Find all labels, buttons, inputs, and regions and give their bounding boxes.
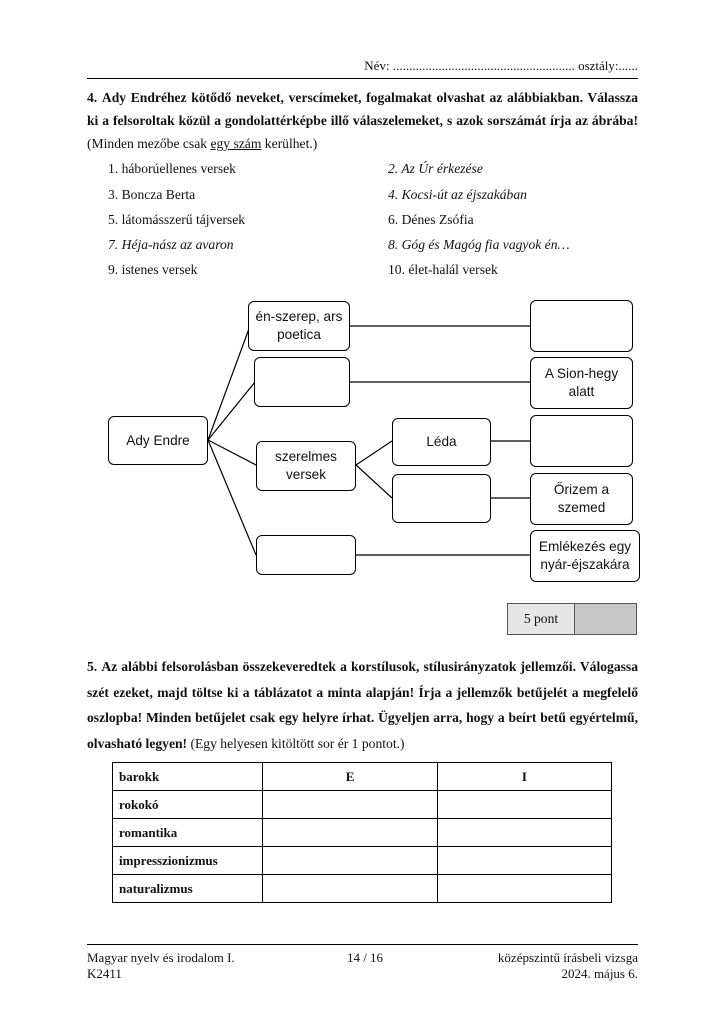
node-blank-4[interactable] bbox=[530, 300, 633, 352]
q5-intro: Az alábbi felsorolásban összekeveredtek a korstílusok, stílusirányzatok jellemzői. Válogassa szét ezeket, majd töltse ki a táblázatot a minta alapján! Írja a jellemzők betűjelét a megfelelő oszlopba! Minden betűjelet csak egy helyre írhat. Ügyeljen arra, hogy a beírt betű egyértelmű, olvasható legyen! bbox=[87, 659, 638, 751]
q4-item-7: 7. Héja-nász az avaron bbox=[108, 237, 234, 252]
row-cell-a[interactable] bbox=[263, 875, 437, 903]
q4-item-2: 2. Az Úr érkezése bbox=[388, 161, 483, 176]
row-cell-b[interactable] bbox=[437, 791, 611, 819]
connector-szerelmes-blank2 bbox=[356, 465, 392, 498]
q4-note-before: (Minden mezőbe csak bbox=[87, 136, 211, 151]
q4-item-10: 10. élet-halál versek bbox=[388, 262, 498, 277]
node-sion-hegy: A Sion-hegy alatt bbox=[530, 357, 633, 409]
node-blank-5[interactable] bbox=[530, 415, 633, 467]
footer-page: 14 / 16 bbox=[346, 950, 384, 965]
connector-root-szerelmes bbox=[208, 440, 256, 465]
table-row bbox=[113, 819, 612, 847]
q4-intro: Ady Endréhez kötődő neveket, verscímeket, fogalmakat olvashat az alábbiakban. Válassza ki a felsoroltak közül a gondolattérképbe illő válaszelemeket, s azok sorszámát írja az ábrába! bbox=[87, 90, 638, 128]
table-row bbox=[113, 875, 612, 903]
q4-number: 4. bbox=[87, 90, 98, 105]
q4-note-underline: egy szám bbox=[210, 136, 262, 151]
footer-exam: középszintű írásbeli vizsga bbox=[497, 950, 638, 965]
connector-root-ars bbox=[208, 326, 250, 440]
footer-subject: Magyar nyelv és irodalom I. bbox=[87, 950, 235, 965]
q4-item-3: 3. Boncza Berta bbox=[108, 187, 196, 202]
row-cell-a: E bbox=[263, 763, 437, 791]
node-blank-3[interactable] bbox=[256, 535, 356, 575]
row-style-name: naturalizmus bbox=[113, 875, 263, 903]
q4-item-6: 6. Dénes Zsófia bbox=[388, 212, 474, 227]
footer-right bbox=[438, 950, 638, 982]
class-field[interactable]: osztály:...... bbox=[578, 58, 638, 73]
q4-item-1: 1. háborúellenes versek bbox=[108, 161, 236, 176]
name-field[interactable]: ........................................................ bbox=[389, 58, 579, 73]
row-style-name: romantika bbox=[113, 819, 263, 847]
q4-item-8: 8. Góg és Magóg fia vagyok én… bbox=[388, 237, 570, 252]
node-ady-endre: Ady Endre bbox=[108, 416, 208, 465]
node-blank-2[interactable] bbox=[392, 474, 491, 523]
connector-szerelmes-leda bbox=[356, 441, 392, 465]
row-cell-b[interactable] bbox=[437, 847, 611, 875]
node-en-szerep: én-szerep, ars poetica bbox=[248, 301, 350, 351]
table-row bbox=[113, 791, 612, 819]
table-row bbox=[113, 763, 612, 791]
q4-points-score-field[interactable] bbox=[575, 604, 636, 634]
node-leda: Léda bbox=[392, 418, 491, 466]
table-row bbox=[113, 847, 612, 875]
q4-points-label: 5 pont bbox=[508, 604, 575, 634]
row-cell-a[interactable] bbox=[263, 847, 437, 875]
row-cell-b[interactable] bbox=[437, 819, 611, 847]
q5-note: (Egy helyesen kitöltött sor ér 1 pontot.) bbox=[190, 735, 405, 751]
connector-root-blank3 bbox=[208, 440, 256, 555]
node-orizem: Őrizem a szemed bbox=[530, 473, 633, 525]
style-table bbox=[112, 762, 612, 903]
row-style-name: barokk bbox=[113, 763, 263, 791]
row-cell-a[interactable] bbox=[263, 819, 437, 847]
q4-item-5: 5. látomásszerű tájversek bbox=[108, 212, 246, 227]
row-style-name: rokokó bbox=[113, 791, 263, 819]
footer-rule bbox=[87, 944, 638, 945]
node-blank-1[interactable] bbox=[254, 357, 350, 407]
connector-root-blank1 bbox=[208, 382, 255, 440]
q5-instructions bbox=[87, 654, 638, 756]
footer-date: 2024. május 6. bbox=[561, 966, 638, 981]
node-emlekezes: Emlékezés egy nyár-éjszakára bbox=[530, 530, 640, 582]
footer-left bbox=[87, 950, 235, 982]
q4-note-after: kerülhet.) bbox=[261, 136, 318, 151]
node-szerelmes-versek: szerelmes versek bbox=[256, 441, 356, 491]
row-cell-a[interactable] bbox=[263, 791, 437, 819]
q4-item-9: 9. istenes versek bbox=[108, 262, 198, 277]
q4-points-box bbox=[507, 603, 637, 635]
name-label: Név: bbox=[364, 58, 390, 73]
row-cell-b[interactable] bbox=[437, 875, 611, 903]
footer-code: K2411 bbox=[87, 966, 122, 981]
row-style-name: impresszionizmus bbox=[113, 847, 263, 875]
row-cell-b: I bbox=[437, 763, 611, 791]
q5-number: 5. bbox=[87, 659, 98, 674]
q4-item-4: 4. Kocsi-út az éjszakában bbox=[388, 187, 527, 202]
